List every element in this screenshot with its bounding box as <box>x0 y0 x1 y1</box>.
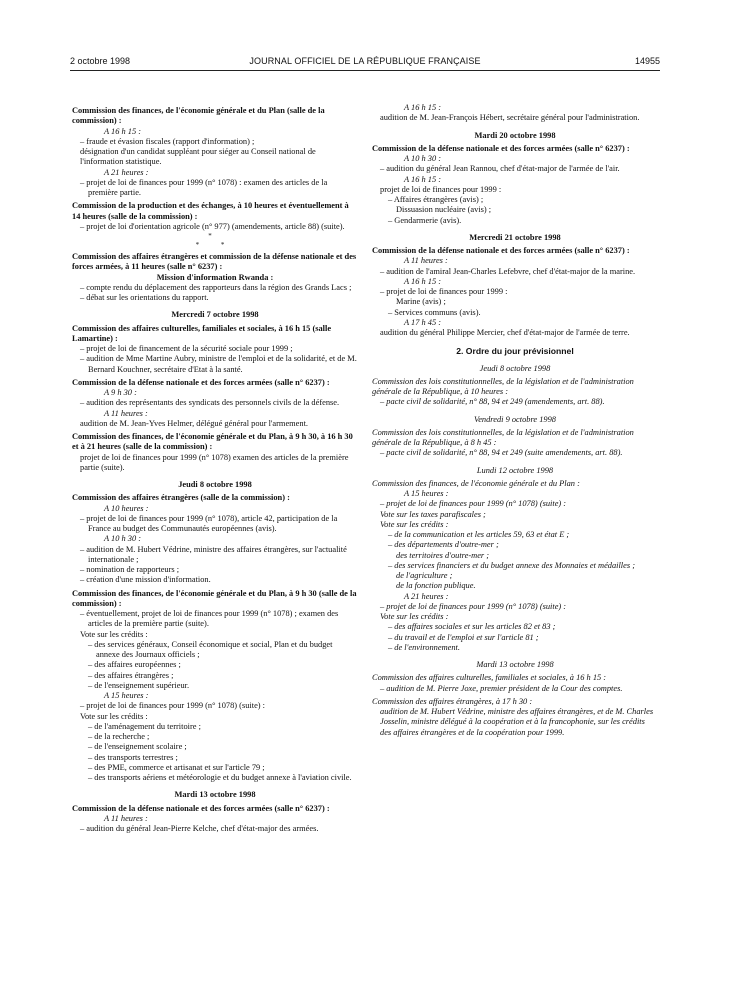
dash-marker: – <box>380 266 387 276</box>
agenda-subitem <box>72 763 358 773</box>
agenda-text-text: Vote sur les crédits : <box>80 629 148 639</box>
dash-marker: – <box>88 639 95 649</box>
committee-heading-text: Commission de la défense nationale et des forces armées (salle n° 6237) : <box>72 377 330 387</box>
agenda-item-text: audition du général Jean-Pierre Kelche, chef d'état-major des armées. <box>86 824 319 834</box>
time-slot-text: A 11 heures : <box>104 813 148 823</box>
agenda-text <box>372 297 658 307</box>
header-rule <box>70 70 660 71</box>
section-title-text: 2. Ordre du jour prévisionnel <box>456 346 574 357</box>
agenda-text-text: Vote sur les taxes parafiscales ; <box>380 509 486 519</box>
agenda-item <box>72 545 358 566</box>
agenda-subitem <box>372 633 658 643</box>
agenda-subitem <box>372 571 658 581</box>
session-date-text: Mercredi 7 octobre 1998 <box>171 310 259 320</box>
committee-heading <box>72 804 358 814</box>
agenda-subitem <box>72 742 358 752</box>
dash-marker: – <box>388 195 394 204</box>
dash-marker: – <box>88 742 95 752</box>
agenda-item-text: audition de M. Hubert Védrine, ministre des affaires étrangères, sur l'actualité internationale ; <box>86 544 347 564</box>
agenda-text <box>72 712 358 722</box>
session-date-text: Mardi 13 octobre 1998 <box>174 790 256 800</box>
committee-heading-text: Commission de la défense nationale et des forces armées (salle n° 6237) : <box>372 143 630 153</box>
session-date <box>372 660 658 670</box>
dash-marker: – <box>388 530 395 540</box>
time-slot <box>72 504 358 514</box>
agenda-subitem-text: des PME, commerce et artisanat et sur l'article 79 ; <box>94 762 265 772</box>
committee-heading <box>72 201 358 222</box>
dash-marker: – <box>380 448 387 458</box>
agenda-item-text: projet de loi de finances pour 1999 (n° 1078) : examen des articles de la première partie. <box>86 177 328 197</box>
dash-marker: – <box>88 680 95 690</box>
agenda-text-text: audition de M. Hubert Védrine, ministre des affaires étrangères, et de M. Charles Josselin, ministre délégué à la coopération et à la francophonie, sur les crédits des affaires étrangères et de la coopération pour 1999. <box>380 707 654 737</box>
dash-marker: – <box>388 632 395 642</box>
time-slot-text: A 15 heures : <box>404 489 449 499</box>
dash-marker: – <box>88 752 95 762</box>
time-slot <box>72 691 358 701</box>
agenda-text-text: Vote sur les crédits : <box>380 612 449 622</box>
agenda-subitem <box>372 622 658 632</box>
dash-marker: – <box>388 622 395 632</box>
dash-marker: – <box>88 670 95 680</box>
dash-marker: – <box>88 732 95 742</box>
dash-marker: – <box>88 660 95 670</box>
dash-marker: – <box>80 177 87 187</box>
agenda-item-text: éventuellement, projet de loi de finances pour 1999 (n° 1078) ; examen des articles de la première partie (suite). <box>86 609 339 629</box>
agenda-item-text: projet de loi de finances pour 1999 (n° 1078), article 42, participation de la France au budget des Communautés européennes (avis). <box>86 513 338 534</box>
dash-marker: – <box>88 762 95 772</box>
dash-marker: – <box>380 601 387 611</box>
agenda-subitem-text: des transports terrestres ; <box>94 752 178 762</box>
agenda-subitem-text: des affaires européennes ; <box>94 660 181 670</box>
agenda-item-text: débat sur les orientations du rapport. <box>86 293 209 303</box>
dash-marker: – <box>80 575 87 585</box>
agenda-item <box>372 164 658 174</box>
agenda-item <box>72 701 358 711</box>
dash-marker: – <box>80 513 87 523</box>
mission-heading <box>72 273 358 283</box>
committee-heading <box>372 673 658 683</box>
agenda-item-text: projet de loi de finances pour 1999 (n° 1078) (suite) : <box>86 701 265 711</box>
agenda-item-text: audition des représentants des syndicats des personnels civils de la défense. <box>86 398 340 408</box>
agenda-subitem-text: Affaires étrangères (avis) ; <box>393 195 484 204</box>
time-slot <box>372 277 658 287</box>
committee-heading-text: Commission des affaires étrangères et commission de la défense nationale et des forces armées, à 11 heures (salle n° 6237) : <box>72 252 357 272</box>
agenda-item <box>372 448 658 458</box>
agenda-subitem <box>72 660 358 670</box>
agenda-item <box>72 344 358 354</box>
agenda-subitem-text: des territoires d'outre-mer ; <box>396 550 490 560</box>
committee-heading <box>72 493 358 503</box>
time-slot <box>372 175 658 185</box>
agenda-text <box>72 419 358 429</box>
agenda-subitem <box>372 216 658 226</box>
section-title <box>372 346 658 356</box>
committee-heading <box>72 252 358 273</box>
session-date <box>372 233 658 243</box>
agenda-text-text: Vote sur les crédits : <box>380 519 449 529</box>
agenda-item-text: pacte civil de solidarité, n° 88, 94 et 249 (suite amendements, art. 88). <box>386 448 623 458</box>
agenda-subitem <box>72 732 358 742</box>
agenda-subitem-text: de l'enseignement scolaire ; <box>94 742 187 752</box>
dash-marker: – <box>380 683 387 693</box>
dash-marker: – <box>80 282 87 292</box>
committee-heading-text: Commission des affaires culturelles, familiales et sociales, à 16 h 15 : <box>372 673 607 683</box>
committee-heading-text: Commission des finances, de l'économie générale et du Plan : <box>372 478 580 488</box>
dash-marker: – <box>80 565 87 575</box>
time-slot-text: A 9 h 30 : <box>104 388 137 398</box>
committee-heading <box>372 697 658 707</box>
agenda-subitem-text: des transports aériens et météorologie et du budget annexe à l'aviation civile. <box>94 773 352 783</box>
agenda-subitem-text: Gendarmerie (avis). <box>394 215 462 225</box>
page-number: 14955 <box>634 56 660 66</box>
time-slot-text: A 16 h 15 : <box>104 126 142 136</box>
agenda-subitem <box>372 551 658 561</box>
agenda-item <box>372 287 658 297</box>
agenda-subitem <box>72 640 358 661</box>
dash-marker: – <box>388 215 395 225</box>
agenda-subitem <box>72 671 358 681</box>
agenda-subitem <box>372 530 658 540</box>
agenda-subitem <box>372 581 658 591</box>
agenda-text <box>372 707 658 738</box>
agenda-subitem-text: de la recherche ; <box>94 732 150 742</box>
committee-heading-text: Commission des finances, de l'économie générale et du Plan, à 9 h 30, à 16 h 30 et à 21 heures (salle de la commission) : <box>72 432 353 452</box>
dash-marker: – <box>80 398 87 408</box>
dash-marker: – <box>380 164 387 174</box>
agenda-subitem-text: des services généraux, Conseil économique et social, Plan et du budget annexe des Journaux officiels ; <box>94 639 333 660</box>
agenda-subitem <box>372 308 658 318</box>
committee-heading <box>372 428 658 449</box>
header-date: 2 octobre 1998 <box>70 56 131 66</box>
time-slot-text: A 11 heures : <box>104 408 148 418</box>
agenda-item-text: audition de Mme Martine Aubry, ministre de l'emploi et de la solidarité, et de M. Bernard Kouchner, secrétaire d'Etat à la santé. <box>86 354 357 374</box>
agenda-item <box>72 514 358 535</box>
agenda-item-text: projet de loi de finances pour 1999 : <box>386 287 508 296</box>
committee-heading-text: Commission des affaires étrangères, à 17 h 30 : <box>372 696 533 706</box>
session-date <box>372 131 658 141</box>
agenda-item <box>72 565 358 575</box>
dash-marker: – <box>80 293 87 303</box>
agenda-item <box>372 397 658 407</box>
time-slot <box>372 592 658 602</box>
committee-heading <box>72 589 358 610</box>
agenda-subitem-text: de la fonction publique. <box>396 581 476 591</box>
dash-marker: – <box>80 609 87 619</box>
agenda-text-text: audition de M. Jean-François Hébert, secrétaire général pour l'administration. <box>380 113 640 123</box>
agenda-subitem <box>372 540 658 550</box>
time-slot <box>72 168 358 178</box>
right-column <box>372 103 658 738</box>
agenda-subitem <box>72 722 358 732</box>
time-slot-text: A 10 h 30 : <box>404 154 442 163</box>
dash-marker: – <box>80 221 87 231</box>
agenda-subitem-text: de l'enseignement supérieur. <box>94 680 190 690</box>
dash-marker: – <box>388 560 395 570</box>
time-slot-text: A 16 h 15 : <box>404 174 442 184</box>
agenda-text <box>372 185 658 195</box>
time-slot-text: A 17 h 45 : <box>404 317 442 327</box>
journal-title: JOURNAL OFFICIEL DE LA RÉPUBLIQUE FRANÇAISE <box>249 56 481 66</box>
session-date <box>372 466 658 476</box>
agenda-subitem <box>72 681 358 691</box>
dash-marker: – <box>88 721 95 731</box>
committee-heading-text: Commission des finances, de l'économie générale et du Plan, à 9 h 30 (salle de la commission) : <box>72 588 357 608</box>
agenda-text <box>72 453 358 474</box>
committee-heading-text: Commission de la défense nationale et des forces armées (salle n° 6237) : <box>372 246 630 255</box>
session-date <box>72 480 358 490</box>
agenda-item-text: audition de l'amiral Jean-Charles Lefebvre, chef d'état-major de la marine. <box>386 266 636 276</box>
time-slot-text: A 16 h 15 : <box>404 103 442 112</box>
committee-heading-text: Commission des finances, de l'économie générale et du Plan (salle de la commission) : <box>72 106 325 126</box>
committee-heading <box>72 106 358 127</box>
time-slot-text: A 10 h 30 : <box>104 534 142 544</box>
time-slot <box>72 388 358 398</box>
session-date-text: Lundi 12 octobre 1998 <box>476 465 554 475</box>
agenda-text-text: projet de loi de finances pour 1999 (n° 1078) examen des articles de la première partie (suite). <box>80 452 349 472</box>
agenda-subitem-text: des affaires étrangères ; <box>94 670 174 680</box>
dash-marker: – <box>80 354 87 364</box>
agenda-text-text: Vote sur les crédits : <box>80 711 148 721</box>
agenda-subitem-text: des départements d'outre-mer ; <box>394 540 499 550</box>
agenda-item <box>72 824 358 834</box>
agenda-text-text: audition du général Philippe Mercier, chef d'état-major de l'armée de terre. <box>380 328 630 337</box>
left-column <box>72 103 358 834</box>
agenda-item-text: projet de loi d'orientation agricole (n° 977) (amendements, article 88) (suite). <box>86 221 345 231</box>
agenda-item <box>372 602 658 612</box>
dash-marker: – <box>80 136 87 146</box>
agenda-item-text: création d'une mission d'information. <box>86 575 211 585</box>
separator-stars-text: * * * <box>195 232 235 249</box>
committee-heading-text: Commission des affaires culturelles, familiales et sociales, à 16 h 15 (salle Lamartine) : <box>72 323 332 343</box>
session-date-text: Vendredi 9 octobre 1998 <box>474 414 556 424</box>
session-date <box>372 415 658 425</box>
agenda-text-text: audition de M. Jean-Yves Helmer, délégué général pour l'armement. <box>80 418 309 428</box>
committee-heading <box>72 324 358 345</box>
agenda-text-text: projet de loi de finances pour 1999 : <box>380 184 502 194</box>
agenda-item <box>72 398 358 408</box>
session-date <box>72 310 358 320</box>
agenda-item <box>372 267 658 277</box>
agenda-item <box>372 499 658 509</box>
time-slot-text: A 21 heures : <box>404 591 449 601</box>
time-slot <box>72 409 358 419</box>
separator-stars <box>72 232 358 249</box>
agenda-item <box>72 137 358 147</box>
agenda-subitem-text: de la communication et les articles 59, 63 et état E ; <box>394 530 570 540</box>
time-slot <box>372 256 658 266</box>
session-date-text: Mardi 20 octobre 1998 <box>474 130 556 140</box>
agenda-subitem-text: de l'agriculture ; <box>396 571 453 581</box>
dash-marker: – <box>380 397 387 407</box>
agenda-text-text: Dissuasion nucléaire (avis) ; <box>396 205 492 215</box>
agenda-text <box>372 520 658 530</box>
time-slot <box>72 814 358 824</box>
agenda-item-text: audition de M. Pierre Joxe, premier président de la Cour des comptes. <box>386 683 623 693</box>
dash-marker: – <box>388 540 395 550</box>
agenda-text-text: Marine (avis) ; <box>396 297 446 307</box>
time-slot-text: A 15 heures : <box>104 691 149 701</box>
agenda-text <box>372 510 658 520</box>
session-date-text: Mercredi 21 octobre 1998 <box>469 232 561 242</box>
agenda-text <box>372 113 658 123</box>
agenda-subitem <box>72 753 358 763</box>
dash-marker: – <box>80 544 87 554</box>
committee-heading-text: Commission des affaires étrangères (salle de la commission) : <box>72 493 290 503</box>
agenda-text <box>72 630 358 640</box>
agenda-subitem-text: de l'aménagement du territoire ; <box>94 721 201 731</box>
agenda-item <box>72 293 358 303</box>
page-header <box>70 56 660 68</box>
committee-heading-text: Commission des lois constitutionnelles, de la législation et de l'administration générale de la République, à 10 heures : <box>372 376 634 397</box>
dash-marker: – <box>80 824 87 834</box>
agenda-subitem-text: du travail et de l'emploi et sur l'article 81 ; <box>394 632 539 642</box>
agenda-text <box>72 147 358 168</box>
agenda-text <box>372 205 658 215</box>
agenda-text <box>372 612 658 622</box>
committee-heading <box>372 144 658 154</box>
agenda-subitem <box>372 643 658 653</box>
committee-heading-text: Commission de la défense nationale et des forces armées (salle n° 6237) : <box>72 803 330 813</box>
agenda-subitem <box>372 195 658 205</box>
dash-marker: – <box>380 499 387 509</box>
agenda-item-text: projet de loi de financement de la sécurité sociale pour 1999 ; <box>86 344 293 354</box>
agenda-item-text: projet de loi de finances pour 1999 (n° 1078) (suite) : <box>386 499 567 509</box>
agenda-item-text: audition du général Jean Rannou, chef d'état-major de l'armée de l'air. <box>386 164 620 174</box>
agenda-item-text: fraude et évasion fiscales (rapport d'information) ; <box>86 136 255 146</box>
agenda-item-text: compte rendu du déplacement des rapporteurs dans la région des Grands Lacs ; <box>86 282 352 292</box>
agenda-text <box>372 328 658 338</box>
committee-heading <box>372 246 658 256</box>
time-slot-text: A 10 heures : <box>104 503 149 513</box>
committee-heading <box>372 377 658 398</box>
session-date-text: Jeudi 8 octobre 1998 <box>178 480 252 490</box>
committee-heading-text: Commission de la production et des échanges, à 10 heures et éventuellement à 14 heures (salle de la commission) : <box>72 201 349 221</box>
agenda-subitem-text: des affaires sociales et sur les articles 82 et 83 ; <box>394 622 556 632</box>
agenda-item <box>72 178 358 199</box>
dash-marker: – <box>388 642 395 652</box>
agenda-subitem <box>72 773 358 783</box>
time-slot <box>372 489 658 499</box>
dash-marker: – <box>80 701 87 711</box>
agenda-item-text: projet de loi de finances pour 1999 (n° 1078) (suite) : <box>386 601 567 611</box>
agenda-subitem-text: des services financiers et du budget annexe des Monnaies et médailles ; <box>394 560 635 570</box>
committee-heading-text: Commission des lois constitutionnelles, de la législation et de l'administration générale de la République, à 8 h 45 : <box>372 427 634 448</box>
agenda-item <box>72 575 358 585</box>
time-slot <box>372 103 658 113</box>
time-slot-text: A 21 heures : <box>104 167 149 177</box>
session-date-text: Jeudi 8 octobre 1998 <box>479 363 551 373</box>
time-slot <box>72 127 358 137</box>
session-date <box>372 364 658 374</box>
mission-heading-text: Mission d'information Rwanda : <box>156 272 274 282</box>
agenda-item-text: nomination de rapporteurs ; <box>86 565 180 575</box>
committee-heading <box>372 479 658 489</box>
dash-marker: – <box>80 344 87 354</box>
agenda-item <box>72 222 358 232</box>
agenda-item <box>372 684 658 694</box>
committee-heading <box>72 378 358 388</box>
dash-marker: – <box>88 773 95 783</box>
agenda-item <box>72 283 358 293</box>
agenda-subitem-text: Services communs (avis). <box>394 307 481 317</box>
time-slot-text: A 16 h 15 : <box>404 276 442 286</box>
session-date-text: Mardi 13 octobre 1998 <box>476 660 554 670</box>
dash-marker: – <box>380 287 387 296</box>
agenda-subitem <box>372 561 658 571</box>
agenda-subitem-text: de l'environnement. <box>394 642 460 652</box>
agenda-item-text: pacte civil de solidarité, n° 88, 94 et 249 (amendements, art. 88). <box>386 397 605 407</box>
session-date <box>72 790 358 800</box>
dash-marker: – <box>388 307 395 317</box>
time-slot-text: A 11 heures : <box>404 256 448 266</box>
time-slot <box>372 318 658 328</box>
agenda-text-text: désignation d'un candidat suppléant pour siéger au Conseil national de l'information statistique. <box>80 147 316 167</box>
time-slot <box>72 534 358 544</box>
committee-heading <box>72 432 358 453</box>
time-slot <box>372 154 658 164</box>
agenda-item <box>72 609 358 630</box>
agenda-item <box>72 354 358 375</box>
